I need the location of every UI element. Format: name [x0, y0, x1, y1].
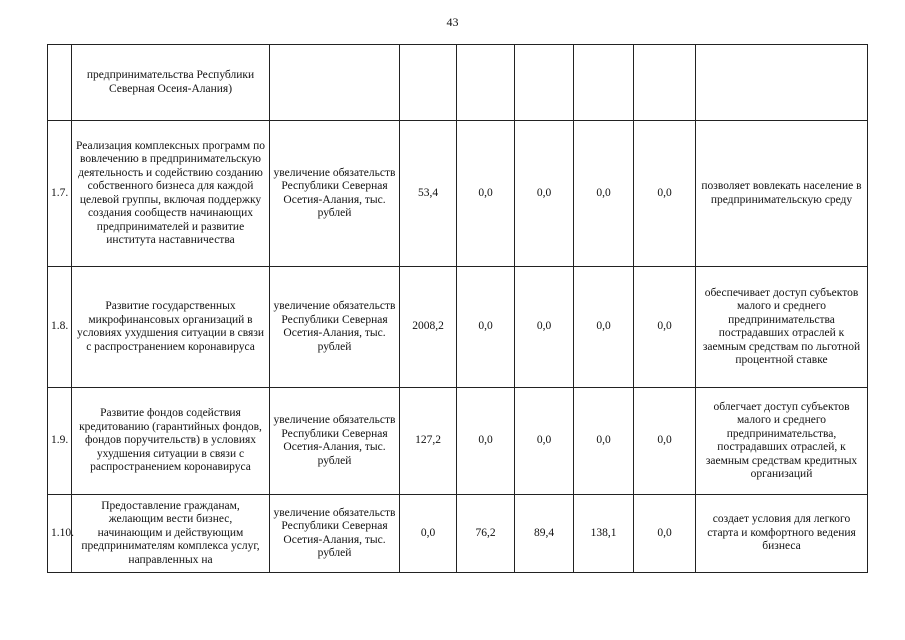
table-row — [48, 45, 868, 121]
value-cell: 127,2 — [400, 388, 457, 495]
indicator-cell: увеличение обязательств Республики Северная Осетия-Алания, тыс. рублей — [270, 495, 400, 573]
value-cell — [574, 45, 634, 121]
value-cell: 0,0 — [634, 267, 696, 388]
value-cell: 138,1 — [574, 495, 634, 573]
measures-table — [47, 44, 868, 573]
row-number: 1.8. — [48, 267, 72, 388]
row-number: 1.7. — [48, 121, 72, 267]
page-number: 43 — [446, 15, 459, 29]
row-number: 1.9. — [48, 388, 72, 495]
indicator-cell: увеличение обязательств Республики Северная Осетия-Алания, тыс. рублей — [270, 388, 400, 495]
measure-name: Развитие фондов содействия кредитованию (гарантийных фондов, фондов поручительств) в условиях ухудшения ситуации в связи с распространением коронавируса — [72, 388, 270, 495]
value-cell: 0,0 — [457, 121, 515, 267]
value-cell: 89,4 — [515, 495, 574, 573]
effect-cell: обеспечивает доступ субъектов малого и среднего предпринимательства пострадавших отраслей к заемным средствам по льготной процентной ставке — [696, 267, 868, 388]
value-cell: 0,0 — [634, 121, 696, 267]
table-row — [48, 267, 868, 388]
value-cell: 0,0 — [515, 121, 574, 267]
row-number — [48, 45, 72, 121]
value-cell: 0,0 — [634, 495, 696, 573]
measure-name: Развитие государственных микрофинансовых организаций в условиях ухудшения ситуации в связи с распространением коронавируса — [72, 267, 270, 388]
value-cell — [457, 45, 515, 121]
value-cell — [515, 45, 574, 121]
effect-cell — [696, 45, 868, 121]
measure-name: предпринимательства Республики Северная Осеия-Алания) — [72, 45, 270, 121]
indicator-cell: увеличение обязательств Республики Северная Осетия-Алания, тыс. рублей — [270, 121, 400, 267]
table-row — [48, 121, 868, 267]
value-cell: 0,0 — [634, 388, 696, 495]
effect-cell: облегчает доступ субъектов малого и среднего предпринимательства, пострадавших отраслей, к заемным средствам кредитных организаций — [696, 388, 868, 495]
value-cell: 76,2 — [457, 495, 515, 573]
value-cell: 0,0 — [515, 267, 574, 388]
value-cell: 2008,2 — [400, 267, 457, 388]
row-number: 1.10. — [48, 495, 72, 573]
measure-name: Реализация комплексных программ по вовлечению в предпринимательскую деятельность и содействию созданию собственного бизнеса для каждой целевой группы, включая поддержку создания сообществ начинающих предпринимателей и развитие института наставничества — [72, 121, 270, 267]
effect-cell: создает условия для легкого старта и комфортного ведения бизнеса — [696, 495, 868, 573]
value-cell: 0,0 — [515, 388, 574, 495]
value-cell — [400, 45, 457, 121]
value-cell: 0,0 — [574, 267, 634, 388]
value-cell: 0,0 — [574, 121, 634, 267]
measure-name: Предоставление гражданам, желающим вести бизнес, начинающим и действующим предпринимателям комплекса услуг, направленных на — [72, 495, 270, 573]
value-cell: 0,0 — [400, 495, 457, 573]
table-row — [48, 495, 868, 573]
value-cell: 0,0 — [457, 388, 515, 495]
value-cell — [634, 45, 696, 121]
value-cell: 0,0 — [574, 388, 634, 495]
table-row — [48, 388, 868, 495]
effect-cell: позволяет вовлекать население в предпринимательскую среду — [696, 121, 868, 267]
value-cell: 53,4 — [400, 121, 457, 267]
indicator-cell — [270, 45, 400, 121]
indicator-cell: увеличение обязательств Республики Северная Осетия-Алания, тыс. рублей — [270, 267, 400, 388]
value-cell: 0,0 — [457, 267, 515, 388]
